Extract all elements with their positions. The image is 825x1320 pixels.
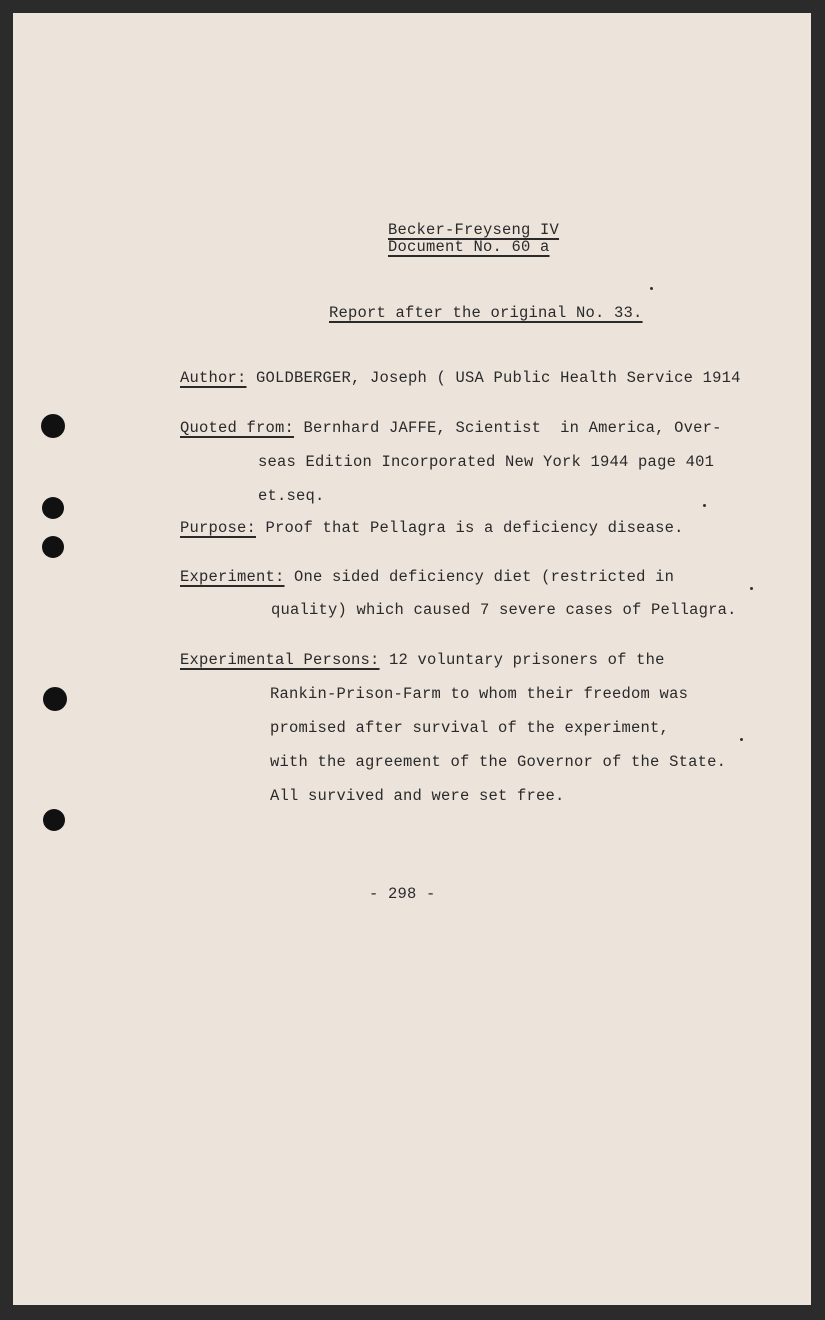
punch-hole (41, 414, 65, 438)
quoted-from-text-1: Bernhard JAFFE, Scientist in America, Over- (294, 419, 722, 437)
experimental-persons-text-3: promised after survival of the experiment, (270, 719, 670, 737)
page-number: - 298 - (369, 885, 436, 903)
experiment-label: Experiment: (180, 568, 285, 586)
experimental-persons-text-4: with the agreement of the Governor of the State. (270, 753, 727, 771)
author-label: Author: (180, 369, 247, 387)
experimental-persons-text-5: All survived and were set free. (270, 787, 565, 805)
experimental-persons-label: Experimental Persons: (180, 651, 380, 669)
punch-hole (42, 536, 64, 558)
quoted-from-text-2: seas Edition Incorporated New York 1944 page 401 (258, 453, 715, 471)
paper-speck (750, 587, 753, 590)
experimental-persons-text-1: 12 voluntary prisoners of the (379, 651, 665, 669)
header-series: Becker-Freyseng IV (388, 221, 560, 239)
purpose-text: Proof that Pellagra is a deficiency disease. (256, 519, 684, 537)
experiment-text-2: quality) which caused 7 severe cases of Pellagra. (271, 601, 737, 619)
quoted-from-label: Quoted from: (180, 419, 295, 437)
paper-speck (650, 287, 653, 290)
paper-speck (703, 504, 706, 507)
experiment-text-1: One sided deficiency diet (restricted in (284, 568, 675, 586)
quoted-from-line-1 (180, 419, 722, 437)
author-line (180, 369, 741, 387)
author-text: GOLDBERGER, Joseph ( USA Public Health Service 1914 (246, 369, 741, 387)
paper-speck (740, 738, 743, 741)
purpose-line (180, 519, 684, 537)
purpose-label: Purpose: (180, 519, 257, 537)
report-title: Report after the original No. 33. (329, 304, 643, 322)
experiment-line-1 (180, 568, 674, 586)
punch-hole (43, 687, 67, 711)
punch-hole (43, 809, 65, 831)
experimental-persons-line-1 (180, 651, 665, 669)
document-page (13, 13, 811, 1305)
header-document-no: Document No. 60 a (388, 238, 550, 256)
quoted-from-text-3: et.seq. (258, 487, 325, 505)
experimental-persons-text-2: Rankin-Prison-Farm to whom their freedom was (270, 685, 689, 703)
punch-hole (42, 497, 64, 519)
